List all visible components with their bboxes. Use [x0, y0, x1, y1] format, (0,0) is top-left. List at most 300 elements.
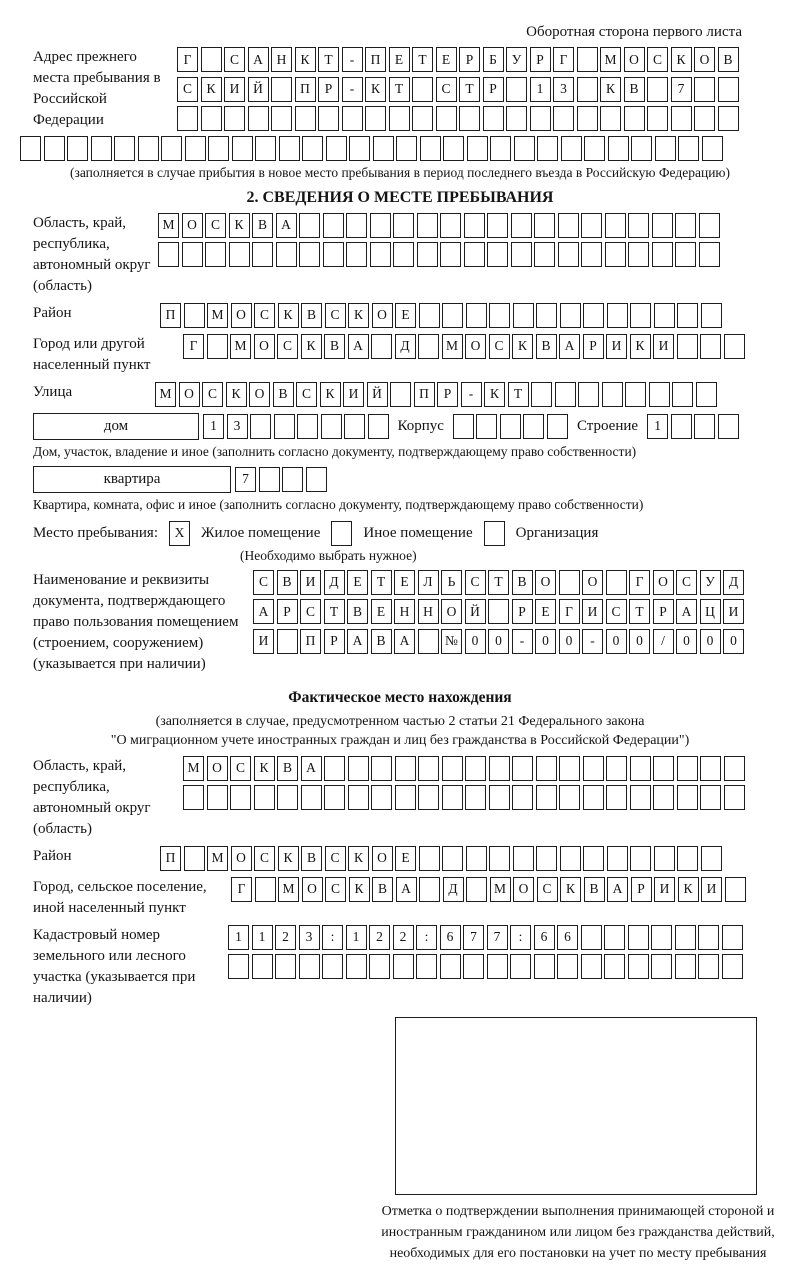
- char-box[interactable]: С: [325, 846, 346, 871]
- char-box[interactable]: [324, 756, 345, 781]
- char-box[interactable]: К: [600, 77, 621, 102]
- char-box[interactable]: [299, 242, 320, 267]
- char-box[interactable]: О: [254, 334, 275, 359]
- char-box[interactable]: [604, 954, 625, 979]
- char-box[interactable]: [274, 414, 295, 439]
- char-box[interactable]: [393, 954, 414, 979]
- char-box[interactable]: [205, 242, 226, 267]
- char-box[interactable]: [371, 785, 392, 810]
- char-box[interactable]: [630, 756, 651, 781]
- char-box[interactable]: [699, 242, 720, 267]
- char-box[interactable]: С: [230, 756, 251, 781]
- char-box[interactable]: [487, 213, 508, 238]
- char-box[interactable]: С: [300, 599, 321, 624]
- char-box[interactable]: Д: [443, 877, 464, 902]
- char-box[interactable]: Г: [183, 334, 204, 359]
- char-box[interactable]: [724, 785, 745, 810]
- char-box[interactable]: [207, 785, 228, 810]
- char-box[interactable]: С: [325, 303, 346, 328]
- char-box[interactable]: [252, 954, 273, 979]
- char-box[interactable]: 0: [559, 629, 580, 654]
- char-box[interactable]: [255, 136, 276, 161]
- char-box[interactable]: К: [512, 334, 533, 359]
- char-box[interactable]: [440, 954, 461, 979]
- char-box[interactable]: 7: [487, 925, 508, 950]
- char-box[interactable]: [20, 136, 41, 161]
- char-box[interactable]: [694, 106, 715, 131]
- char-box[interactable]: Т: [389, 77, 410, 102]
- char-box[interactable]: М: [278, 877, 299, 902]
- char-box[interactable]: С: [224, 47, 245, 72]
- char-box[interactable]: [699, 213, 720, 238]
- char-box[interactable]: [511, 242, 532, 267]
- char-box[interactable]: [701, 303, 722, 328]
- char-box[interactable]: [604, 925, 625, 950]
- char-box[interactable]: [510, 954, 531, 979]
- char-box[interactable]: В: [277, 570, 298, 595]
- char-box[interactable]: М: [155, 382, 176, 407]
- char-box[interactable]: [700, 756, 721, 781]
- char-box[interactable]: К: [484, 382, 505, 407]
- char-box[interactable]: [228, 954, 249, 979]
- char-box[interactable]: [418, 334, 439, 359]
- char-box[interactable]: [651, 925, 672, 950]
- char-box[interactable]: [443, 136, 464, 161]
- char-box[interactable]: [373, 136, 394, 161]
- char-box[interactable]: Й: [465, 599, 486, 624]
- char-box[interactable]: И: [654, 877, 675, 902]
- char-box[interactable]: [698, 925, 719, 950]
- char-box[interactable]: К: [295, 47, 316, 72]
- char-box[interactable]: [581, 242, 602, 267]
- char-box[interactable]: [282, 467, 303, 492]
- char-box[interactable]: [271, 106, 292, 131]
- char-box[interactable]: [299, 954, 320, 979]
- char-box[interactable]: Л: [418, 570, 439, 595]
- char-box[interactable]: Е: [535, 599, 556, 624]
- char-box[interactable]: [700, 334, 721, 359]
- char-box[interactable]: Т: [459, 77, 480, 102]
- char-box[interactable]: :: [416, 925, 437, 950]
- char-box[interactable]: А: [348, 334, 369, 359]
- char-box[interactable]: [700, 785, 721, 810]
- char-box[interactable]: [702, 136, 723, 161]
- char-box[interactable]: [417, 242, 438, 267]
- char-box[interactable]: К: [671, 47, 692, 72]
- char-box[interactable]: [207, 334, 228, 359]
- char-box[interactable]: [694, 77, 715, 102]
- char-box[interactable]: [578, 382, 599, 407]
- char-box[interactable]: А: [396, 877, 417, 902]
- char-box[interactable]: О: [441, 599, 462, 624]
- char-box[interactable]: Р: [277, 599, 298, 624]
- char-box[interactable]: 7: [463, 925, 484, 950]
- char-box[interactable]: Й: [248, 77, 269, 102]
- char-box[interactable]: [608, 136, 629, 161]
- char-box[interactable]: [230, 785, 251, 810]
- char-box[interactable]: [600, 106, 621, 131]
- char-box[interactable]: М: [490, 877, 511, 902]
- char-box[interactable]: О: [465, 334, 486, 359]
- char-box[interactable]: Т: [371, 570, 392, 595]
- char-box[interactable]: [489, 756, 510, 781]
- char-box[interactable]: [346, 242, 367, 267]
- char-box[interactable]: Т: [324, 599, 345, 624]
- char-box[interactable]: С: [606, 599, 627, 624]
- char-box[interactable]: [395, 756, 416, 781]
- char-box[interactable]: [419, 877, 440, 902]
- char-box[interactable]: К: [301, 334, 322, 359]
- char-box[interactable]: Т: [629, 599, 650, 624]
- char-box[interactable]: [649, 382, 670, 407]
- char-box[interactable]: 1: [647, 414, 668, 439]
- char-box[interactable]: Р: [583, 334, 604, 359]
- char-box[interactable]: Ц: [700, 599, 721, 624]
- char-box[interactable]: [250, 414, 271, 439]
- char-box[interactable]: [630, 785, 651, 810]
- char-box[interactable]: Р: [318, 77, 339, 102]
- char-box[interactable]: А: [394, 629, 415, 654]
- char-box[interactable]: [182, 242, 203, 267]
- char-box[interactable]: [602, 382, 623, 407]
- char-box[interactable]: К: [348, 303, 369, 328]
- char-box[interactable]: [553, 106, 574, 131]
- char-box[interactable]: [277, 785, 298, 810]
- char-box[interactable]: [184, 303, 205, 328]
- char-box[interactable]: В: [347, 599, 368, 624]
- char-box[interactable]: [722, 925, 743, 950]
- char-box[interactable]: Г: [559, 599, 580, 624]
- char-box[interactable]: [672, 382, 693, 407]
- char-box[interactable]: [584, 136, 605, 161]
- char-box[interactable]: [628, 242, 649, 267]
- char-box[interactable]: 0: [488, 629, 509, 654]
- char-box[interactable]: О: [249, 382, 270, 407]
- char-box[interactable]: И: [701, 877, 722, 902]
- char-box[interactable]: [559, 570, 580, 595]
- char-box[interactable]: [418, 756, 439, 781]
- char-box[interactable]: 3: [553, 77, 574, 102]
- char-box[interactable]: [701, 846, 722, 871]
- char-box[interactable]: [67, 136, 88, 161]
- char-box[interactable]: Н: [418, 599, 439, 624]
- char-box[interactable]: 1: [346, 925, 367, 950]
- char-box[interactable]: [677, 846, 698, 871]
- char-box[interactable]: [506, 77, 527, 102]
- char-box[interactable]: П: [300, 629, 321, 654]
- char-box[interactable]: [419, 846, 440, 871]
- char-box[interactable]: [348, 756, 369, 781]
- char-box[interactable]: 0: [535, 629, 556, 654]
- char-box[interactable]: Р: [459, 47, 480, 72]
- char-box[interactable]: [605, 242, 626, 267]
- char-box[interactable]: [537, 136, 558, 161]
- char-box[interactable]: М: [183, 756, 204, 781]
- char-box[interactable]: [420, 136, 441, 161]
- char-box[interactable]: [512, 756, 533, 781]
- char-box[interactable]: [344, 414, 365, 439]
- char-box[interactable]: -: [582, 629, 603, 654]
- char-box[interactable]: [208, 136, 229, 161]
- char-box[interactable]: С: [177, 77, 198, 102]
- char-box[interactable]: К: [349, 877, 370, 902]
- char-box[interactable]: 0: [465, 629, 486, 654]
- char-box[interactable]: О: [694, 47, 715, 72]
- char-box[interactable]: Т: [318, 47, 339, 72]
- char-box[interactable]: П: [365, 47, 386, 72]
- char-box[interactable]: [418, 629, 439, 654]
- char-box[interactable]: [301, 785, 322, 810]
- char-box[interactable]: С: [296, 382, 317, 407]
- char-box[interactable]: [487, 954, 508, 979]
- char-box[interactable]: Д: [324, 570, 345, 595]
- char-box[interactable]: [248, 106, 269, 131]
- char-box[interactable]: [91, 136, 112, 161]
- char-box[interactable]: [371, 756, 392, 781]
- char-box[interactable]: [393, 213, 414, 238]
- char-box[interactable]: А: [248, 47, 269, 72]
- char-box[interactable]: [652, 242, 673, 267]
- char-box[interactable]: [201, 47, 222, 72]
- char-box[interactable]: [671, 106, 692, 131]
- char-box[interactable]: И: [582, 599, 603, 624]
- char-box[interactable]: 2: [393, 925, 414, 950]
- char-box[interactable]: [393, 242, 414, 267]
- char-box[interactable]: №: [441, 629, 462, 654]
- char-box[interactable]: С: [489, 334, 510, 359]
- char-box[interactable]: [254, 785, 275, 810]
- char-box[interactable]: [224, 106, 245, 131]
- char-box[interactable]: П: [160, 303, 181, 328]
- char-box[interactable]: [536, 756, 557, 781]
- char-box[interactable]: [177, 106, 198, 131]
- char-box[interactable]: 0: [723, 629, 744, 654]
- char-box[interactable]: Е: [394, 570, 415, 595]
- char-box[interactable]: С: [202, 382, 223, 407]
- char-box[interactable]: [466, 877, 487, 902]
- char-box[interactable]: [331, 521, 352, 546]
- char-box[interactable]: [295, 106, 316, 131]
- char-box[interactable]: :: [510, 925, 531, 950]
- char-box[interactable]: [324, 785, 345, 810]
- char-box[interactable]: 6: [440, 925, 461, 950]
- char-box[interactable]: [464, 213, 485, 238]
- char-box[interactable]: [581, 954, 602, 979]
- char-box[interactable]: [547, 414, 568, 439]
- char-box[interactable]: М: [600, 47, 621, 72]
- char-box[interactable]: [513, 846, 534, 871]
- char-box[interactable]: Т: [412, 47, 433, 72]
- char-box[interactable]: [654, 303, 675, 328]
- char-box[interactable]: [718, 414, 739, 439]
- char-box[interactable]: [368, 414, 389, 439]
- char-box[interactable]: [534, 242, 555, 267]
- char-box[interactable]: [583, 846, 604, 871]
- char-box[interactable]: 0: [606, 629, 627, 654]
- char-box[interactable]: [561, 136, 582, 161]
- char-box[interactable]: Т: [508, 382, 529, 407]
- char-box[interactable]: [606, 756, 627, 781]
- char-box[interactable]: В: [301, 303, 322, 328]
- char-box[interactable]: О: [231, 846, 252, 871]
- char-box[interactable]: М: [442, 334, 463, 359]
- char-box[interactable]: К: [229, 213, 250, 238]
- checkbox-other-premises[interactable]: [331, 521, 352, 546]
- char-box[interactable]: Е: [347, 570, 368, 595]
- checkbox-organization[interactable]: [484, 521, 505, 546]
- char-box[interactable]: В: [324, 334, 345, 359]
- char-box[interactable]: [183, 785, 204, 810]
- char-box[interactable]: -: [342, 77, 363, 102]
- char-box[interactable]: [271, 77, 292, 102]
- char-box[interactable]: [647, 77, 668, 102]
- char-box[interactable]: М: [207, 303, 228, 328]
- char-box[interactable]: [671, 414, 692, 439]
- char-box[interactable]: [466, 303, 487, 328]
- char-box[interactable]: Е: [436, 47, 457, 72]
- char-box[interactable]: [436, 106, 457, 131]
- char-box[interactable]: А: [276, 213, 297, 238]
- char-box[interactable]: [370, 242, 391, 267]
- char-box[interactable]: 2: [275, 925, 296, 950]
- char-box[interactable]: [675, 213, 696, 238]
- char-box[interactable]: 7: [671, 77, 692, 102]
- char-box[interactable]: [396, 136, 417, 161]
- char-box[interactable]: Г: [629, 570, 650, 595]
- char-box[interactable]: В: [512, 570, 533, 595]
- char-box[interactable]: [349, 136, 370, 161]
- char-box[interactable]: [277, 629, 298, 654]
- char-box[interactable]: [655, 136, 676, 161]
- char-box[interactable]: [583, 303, 604, 328]
- char-box[interactable]: [605, 213, 626, 238]
- char-box[interactable]: [630, 303, 651, 328]
- char-box[interactable]: [369, 954, 390, 979]
- char-box[interactable]: 2: [369, 925, 390, 950]
- char-box[interactable]: [536, 303, 557, 328]
- char-box[interactable]: -: [512, 629, 533, 654]
- char-box[interactable]: Р: [653, 599, 674, 624]
- char-box[interactable]: [321, 414, 342, 439]
- char-box[interactable]: Е: [395, 303, 416, 328]
- char-box[interactable]: [232, 136, 253, 161]
- char-box[interactable]: С: [277, 334, 298, 359]
- char-box[interactable]: [302, 136, 323, 161]
- char-box[interactable]: В: [624, 77, 645, 102]
- char-box[interactable]: [453, 414, 474, 439]
- char-box[interactable]: [489, 303, 510, 328]
- char-box[interactable]: [652, 213, 673, 238]
- char-box[interactable]: О: [582, 570, 603, 595]
- char-box[interactable]: [412, 77, 433, 102]
- char-box[interactable]: [724, 756, 745, 781]
- char-box[interactable]: [459, 106, 480, 131]
- char-box[interactable]: [718, 77, 739, 102]
- char-box[interactable]: С: [647, 47, 668, 72]
- char-box[interactable]: [696, 382, 717, 407]
- char-box[interactable]: [322, 954, 343, 979]
- char-box[interactable]: Н: [271, 47, 292, 72]
- char-box[interactable]: -: [342, 47, 363, 72]
- char-box[interactable]: [487, 242, 508, 267]
- char-box[interactable]: [318, 106, 339, 131]
- char-box[interactable]: [647, 106, 668, 131]
- char-box[interactable]: [370, 213, 391, 238]
- char-box[interactable]: [465, 756, 486, 781]
- char-box[interactable]: [326, 136, 347, 161]
- char-box[interactable]: [725, 877, 746, 902]
- char-box[interactable]: [531, 382, 552, 407]
- char-box[interactable]: [476, 414, 497, 439]
- char-box[interactable]: [276, 242, 297, 267]
- char-box[interactable]: [440, 242, 461, 267]
- char-box[interactable]: [512, 785, 533, 810]
- char-box[interactable]: В: [371, 629, 392, 654]
- char-box[interactable]: [465, 785, 486, 810]
- char-box[interactable]: [299, 213, 320, 238]
- char-box[interactable]: 0: [700, 629, 721, 654]
- char-box[interactable]: [442, 756, 463, 781]
- char-box[interactable]: 6: [557, 925, 578, 950]
- char-box[interactable]: [724, 334, 745, 359]
- char-box[interactable]: 1: [252, 925, 273, 950]
- char-box[interactable]: [630, 846, 651, 871]
- char-box[interactable]: В: [372, 877, 393, 902]
- char-box[interactable]: [606, 785, 627, 810]
- char-box[interactable]: К: [201, 77, 222, 102]
- char-box[interactable]: [463, 954, 484, 979]
- char-box[interactable]: [654, 846, 675, 871]
- char-box[interactable]: Ь: [441, 570, 462, 595]
- char-box[interactable]: [558, 213, 579, 238]
- char-box[interactable]: К: [226, 382, 247, 407]
- char-box[interactable]: О: [302, 877, 323, 902]
- char-box[interactable]: Р: [530, 47, 551, 72]
- char-box[interactable]: Г: [553, 47, 574, 72]
- char-box[interactable]: Д: [723, 570, 744, 595]
- char-box[interactable]: [365, 106, 386, 131]
- char-box[interactable]: Т: [488, 570, 509, 595]
- char-box[interactable]: :: [322, 925, 343, 950]
- char-box[interactable]: [534, 213, 555, 238]
- char-box[interactable]: А: [607, 877, 628, 902]
- char-box[interactable]: 3: [299, 925, 320, 950]
- char-box[interactable]: [722, 954, 743, 979]
- char-box[interactable]: В: [584, 877, 605, 902]
- char-box[interactable]: Р: [512, 599, 533, 624]
- char-box[interactable]: [678, 136, 699, 161]
- char-box[interactable]: С: [465, 570, 486, 595]
- char-box[interactable]: [624, 106, 645, 131]
- char-box[interactable]: У: [700, 570, 721, 595]
- char-box[interactable]: И: [253, 629, 274, 654]
- char-box[interactable]: А: [253, 599, 274, 624]
- char-box[interactable]: Е: [389, 47, 410, 72]
- char-box[interactable]: /: [653, 629, 674, 654]
- char-box[interactable]: [628, 925, 649, 950]
- char-box[interactable]: О: [372, 303, 393, 328]
- char-box[interactable]: [389, 106, 410, 131]
- char-box[interactable]: [489, 846, 510, 871]
- char-box[interactable]: [523, 414, 544, 439]
- char-box[interactable]: [483, 106, 504, 131]
- char-box[interactable]: X: [169, 521, 190, 546]
- char-box[interactable]: [440, 213, 461, 238]
- char-box[interactable]: О: [231, 303, 252, 328]
- char-box[interactable]: [607, 303, 628, 328]
- char-box[interactable]: С: [254, 846, 275, 871]
- char-box[interactable]: М: [158, 213, 179, 238]
